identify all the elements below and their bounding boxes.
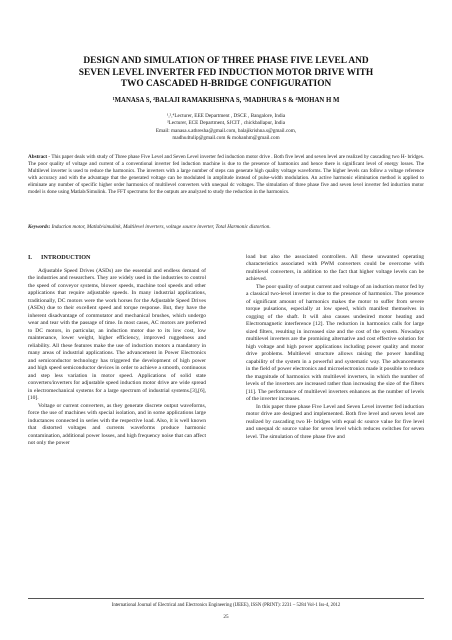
abstract [28, 154, 424, 196]
abstract-label: Abstract [28, 154, 48, 160]
keywords-label: Keywords: [28, 224, 51, 230]
email-line-2: madhu4tulip@gmail.com & mohanhm@gmail.com [172, 135, 280, 142]
footer-divider [28, 598, 424, 599]
affiliation-line-2: ³Lecturer, ECE Department, SJCIT , chickballapur, India [166, 120, 285, 127]
right-column [246, 254, 424, 441]
paper-title [30, 56, 422, 91]
right-paragraph-2: The poor quality of output current and voltage of an induction motor fed by a classical two-level inverter is due to the presence of harmonics. The presence of significant amount of harmonics makes the motor to suffer from severe torque pulsations, especially at low speed, which manifest themselves in cogging of the shaft. It will also causes undesired motor heating and Electromagnetic interference [12]. The reduction in harmonics calls for large sized filters, resulting in increased size and the cost of the system. Nowadays multilevel inverters are the promising alternative and cost effective solution for high voltage and high power applications including power quality and motor drive problems. Multilevel structure allows raising the power handling capability of the system in a powerful and systematic way. The advancements in the field of power electronics and microelectronics made it possible to reduce the magnitude of harmonics with multilevel inverters, in which the number of levels of the inverters are increased rather than increasing the size of the filters [11]. The performance of multilevel inverters enhances as the number of levels of the inverter increases. [246, 283, 424, 403]
left-paragraph-2: Voltage or current converters, as they generate discrete output waveforms, force the use of machines with special isolation, and in some applications large inductances connected in series with the respective load. Also, it is well known that distorted voltages and currents waveforms produce harmonic contamination, additional power losses, and high frequency noise that can affect not only the power [28, 402, 206, 447]
left-column [28, 254, 206, 448]
email-line-1: Email: manasa.s.athresha@gmail.com, balajikrishna.s@gmail.com, [155, 127, 297, 134]
keywords [28, 224, 424, 231]
section-title: INTRODUCTION [41, 254, 91, 261]
page-number: 25 [223, 614, 229, 620]
title-line-1: DESIGN AND SIMULATION OF THREE PHASE FIVE LEVEL AND [83, 56, 369, 66]
abstract-text: - This paper deals with study of Three phase Five Level and Seven Level inverter fed induction motor drive . Both five level and seven level are realized by cascading two H- bridges. The poor quality of voltage and current of a conventional inverter fed induction machine is due to the presence of harmonics and hence there is significant level of energy losses. The Multilevel inverter is used to reduce the harmonics. The inverters with a large number of steps can generate high quality voltage waveforms. The higher levels can follow a voltage reference with accuracy and with the advantage that the generated voltage can be modulated in amplitude instead of pulse-width modulation. An active harmonic elimination method is applied to eliminate any number of specific higher order harmonics of multilevel converters with unequal dc voltages. The simulation of three phase five and seven level inverter fed induction motor model is done using Matlab/Simulink. The FFT spectrums for the outputs are analyzed to study the reduction in the harmonics. [28, 154, 424, 196]
author-list: ¹MANASA S, ²BALAJI RAMAKRISHNA S, ³MADHURA S & ⁴MOHAN H M [112, 97, 340, 104]
section-number: I. [28, 254, 32, 261]
section-heading-introduction [28, 254, 206, 262]
title-line-2: SEVEN LEVEL INVERTER FED INDUCTION MOTOR DRIVE WITH [78, 67, 374, 78]
affiliation-line-1: ¹,²,⁴Lecturer, EEE Department , DSCE , Bangalore, India [166, 113, 286, 119]
keywords-text: Induction motor, Matlab/simulink, Multilevel inverters, voltage source inverter, Total Harmonic distortion. [50, 224, 271, 230]
left-paragraph-1: Adjustable Speed Drives (ASDs) are the essential and endless demand of the industries and researchers. They are widely used in the industries to control the speed of conveyor systems, blower speeds, machine tool speeds and other applications that require adjustable speeds. In many industrial applications, traditionally, DC motors were the work horses for the Adjustable Speed Drives (ASDs) due to their excellent speed and torque response. But, they have the inherent disadvantage of commutator and mechanical brushes, which undergo wear and tear with the passage of time. In most cases, AC motors are preferred to DC motors, in particular, an induction motor due to its low cost, low maintenance, lower weight, higher efficiency, improved ruggedness and reliability. All these features make the use of induction motors a mandatory in many areas of industrial applications. The advancement in Power Electronics and semiconductor technology has triggered the development of high power and high speed semiconductor devices in order to achieve a smooth, continuous and step less variation in motor speed. Applications of solid state converters/inverters for adjustable speed induction motor drive are wide spread in electromechanical systems for a large spectrum of industrial systems.[3],[6],[10]. [28, 268, 206, 402]
right-paragraph-3: In this paper three phase Five Level and Seven Level inverter fed induction motor drive are designed and implemented. Both five level and seven level are realized by cascading two H- bridges with equal dc source value for five level and unequal dc source value for seven level which reduces switches for seven level. The simulation of three phase five and [246, 403, 424, 440]
title-line-3: TWO CASCADED H-BRIDGE CONFIGURATION [120, 79, 332, 89]
journal-footer: International Journal of Electrical and Electronics Engineering (IJEEE), ISSN (PRINT): 2231 – 5284 Vol-1 Iss-4, 2012 [111, 603, 341, 608]
affiliations [30, 113, 422, 143]
right-paragraph-1: load but also the associated controllers. All these unwanted operating characteristics associated with PWM converters could be overcome with multilevel converters, in addition to the fact that higher voltage levels can be achieved. [246, 254, 424, 283]
